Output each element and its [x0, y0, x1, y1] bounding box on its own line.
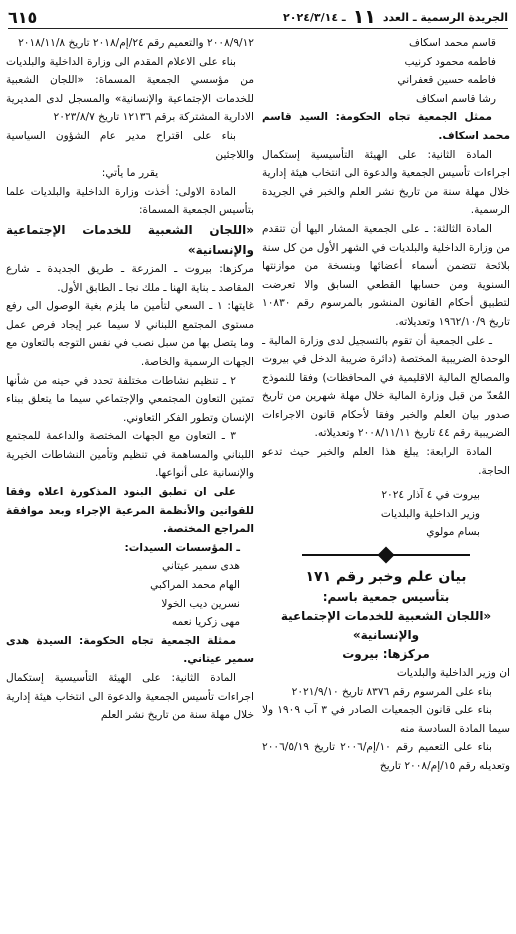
announcement-title: بيان علم وخبر رقم ١٧١ — [305, 569, 467, 586]
association-name: «اللجان الشعبية للخدمات الإجتماعية والإنسانية» — [280, 609, 492, 643]
paragraph: فاطمه محمود كرنيب — [404, 55, 496, 68]
right-column — [262, 34, 510, 930]
issue-number: ١١ — [352, 5, 376, 28]
paragraph: ٣ ـ التعاون مع الجهات المختصة والداعمة للمجتمع اللبناني والمساهمة في تنظيم وتأمين النشاطات الخيرية والإنسانية على أنواعها. — [6, 430, 254, 480]
paragraph: فاطمه حسين قعفراني — [397, 74, 496, 87]
paragraph: بيروت في ٤ آذار ٢٠٢٤ — [381, 489, 480, 502]
section-divider — [262, 548, 510, 562]
gazette-title: الجريدة الرسمية ـ العدد — [382, 10, 508, 24]
columns — [6, 34, 510, 930]
paragraph: بناء على اقتراح مدير عام الشؤون السياسية واللاجئين — [6, 129, 254, 161]
paragraph: ٢٠٠٨/٩/١٢ والتعميم رقم ٢٤/إم/٢٠١٨ تاريخ ٢٠١٨/١١/٨ — [18, 37, 254, 49]
association-hq: مركزها: بيروت — [342, 647, 430, 662]
paragraph: ممثلة الجمعية تجاه الحكومة: السيدة هدى سمير عيتاني. — [6, 634, 254, 666]
paragraph: ـ على الجمعية أن تقوم بالتسجيل لدى وزارة المالية ـ الوحدة الضريبية المختصة (دائرة ضريبة الدخل في بيروت والمصالح المالية الاقليمية في المحافظات) وفقا للنموذج المُعدّ من قبل وزارة المالية خلال مهلة شهرين من تاريخ صدور بيان العلم والخبر وفقا لأحكام قانون الاجراءات الضريبية رقم ٤٤ تاريخ ٢٠٠٨/١١/١١ وتعديلاته. — [262, 334, 510, 440]
paragraph: مهى زكريا نعمه — [171, 616, 240, 629]
right-column-top — [262, 34, 510, 542]
paragraph: ـ المؤسسات السيدات: — [124, 541, 240, 554]
paragraph: ممثل الجمعية تجاه الحكومة: السيد قاسم محمد اسكاف. — [262, 111, 510, 142]
paragraph: يقرر ما يأتي: — [101, 167, 159, 180]
left-column — [6, 34, 254, 930]
issue-date: ـ ٢٠٢٤/٣/١٤ — [283, 10, 346, 24]
paragraph: بناء على قانون الجمعيات الصادر في ٣ آب ١٩٠٩ ولا سيما المادة السادسة منه — [262, 704, 510, 735]
paragraph: ٢ ـ تنظيم نشاطات مختلفة تحدد في حينه من شأنها تمتين التعاون المجتمعي والإجتماعي سيما ما يتعلق ببناء الإنسان وتطور الفكر التعاوني. — [6, 374, 254, 424]
paragraph: غايتها: ١ ـ السعي لتأمين ما يلزم بغية الوصول الى رفع مستوى المجتمع اللبناني لا سيما عبر إيجاد فرص عمل وما يتصل بها من سبل نصب في نفس التوجه بالتعاون مع الجهات الرسمية والخاصة. — [6, 300, 254, 368]
paragraph: المادة الثانية: على الهيئة التأسيسية إستكمال اجراءات تأسيس الجمعية والدعوة الى انتخاب هيئة إدارية خلال مهلة سنة من تاريخ نشر العلم — [6, 672, 254, 722]
paragraph: نسرين ديب الخولا — [161, 597, 240, 610]
paragraph: «اللجان الشعبية للخدمات الإجتماعية والإنسانية» — [6, 222, 254, 257]
paragraph: المادة الاولى: أخذت وزارة الداخلية والبلديات علما بتأسيس الجمعية المسماة: — [6, 185, 254, 217]
paragraph: هدى سمير عيتاني — [162, 560, 240, 573]
header-info — [283, 5, 508, 28]
paragraph: بناء على المرسوم رقم ٨٣٧٦ تاريخ ٢٠٢١/٩/١٠ — [291, 685, 492, 698]
page-number: ٦١٥ — [8, 7, 38, 27]
paragraph: ان وزير الداخلية والبلديات — [396, 667, 510, 680]
paragraph: قاسم محمد اسكاف — [408, 37, 496, 49]
paragraph: بناء على التعميم رقم ١٠/إم/٢٠٠٦ تاريخ ٢٠٠٦/٥/١٩ وتعديله رقم ١٥/إم/٢٠٠٨ تاريخ — [262, 741, 510, 772]
right-column-bottom — [262, 664, 510, 776]
paragraph: مركزها: بيروت ـ المزرعة ـ طريق الجديدة ـ شارع المقاصد ـ بناية الهنا ـ ملك نجا ـ الطابق الأول. — [6, 262, 254, 294]
divider-diamond-icon — [378, 547, 395, 564]
paragraph: المادة الثانية: على الهيئة التأسيسية إستكمال اجراءات تأسيس الجمعية والدعوة الى انتخاب هيئة إدارية خلال مهلة سنة من تاريخ نشر العلم والخبر في الجريدة الرسمية. — [262, 148, 510, 217]
announcement-subtitle: بتأسيس جمعية باسم: — [322, 590, 450, 605]
paragraph: بناء على الاعلام المقدم الى وزارة الداخلية والبلديات من مؤسسي الجمعية المسماة: «اللجان الشعبية للخدمات الإجتماعية والإنسانية» والمسجل لدى المديرية الادارية المشتركة برقم ١٢١٣٦ تاريخ ٢٠٢٣/٨/٧ — [6, 55, 254, 124]
paragraph: الهام محمد المراكبي — [150, 579, 240, 592]
paragraph: المادة الثالثة: ـ على الجمعية المشار اليها أن تتقدم من وزارة الداخلية والبلديات في الشهر الأول من كل سنة بلائحة تتضمن أسماء أعضائها وبنسخة من موازنتها السنوية ومن حسابها القطعي السابق والا تعرضت لتطبيق أحكام القانون المنشور بالمرسوم رقم ١٠٨٣٠ تاريخ ١٩٦٢/١٠/٩ وتعديلاته. — [262, 222, 510, 328]
paragraph: على ان تطبق البنود المذكورة اعلاه وفقا للقوانين والأنظمة المرعية الإجراء وبعد موافقة المراجع المختصة. — [6, 486, 254, 536]
paragraph: رشا قاسم اسكاف — [415, 92, 496, 105]
page-header — [8, 6, 508, 29]
paragraph: وزير الداخلية والبلديات — [380, 507, 480, 520]
paragraph: المادة الرابعة: يبلغ هذا العلم والخبر حيث تدعو الحاجة. — [262, 446, 510, 477]
paragraph: بسام مولوي — [426, 526, 480, 539]
